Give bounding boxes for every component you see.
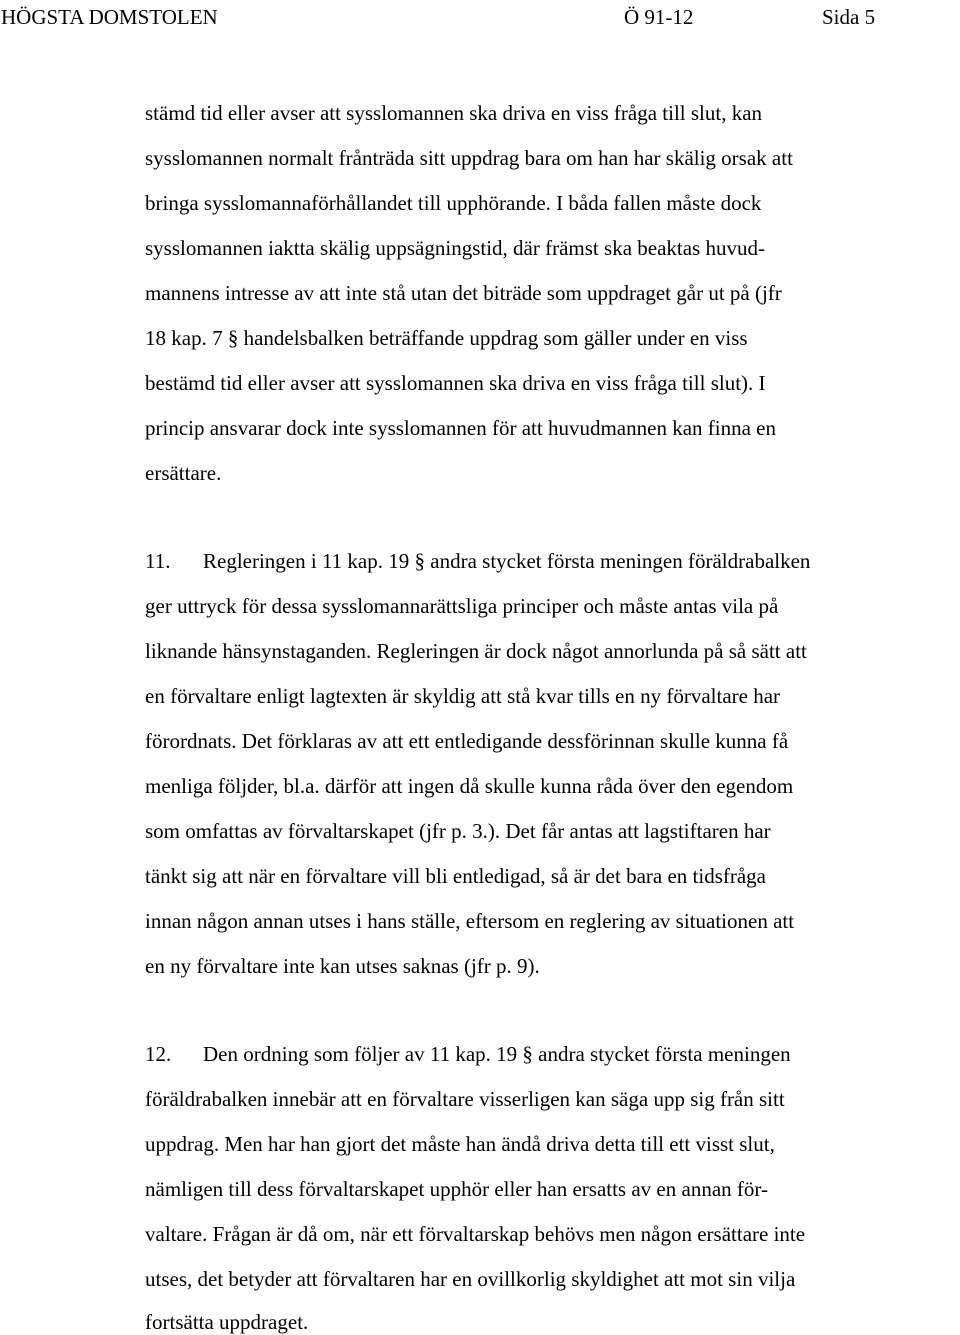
text-line: nämligen till dess förvaltarskapet upphör eller han ersatts av en annan för- [145, 1177, 768, 1201]
text-line: Regleringen i 11 kap. 19 § andra stycket första meningen föräldrabalken [203, 549, 811, 573]
text-line: stämd tid eller avser att sysslomannen ska driva en viss fråga till slut, kan [145, 101, 763, 125]
text-line: bestämd tid eller avser att sysslomannen ska driva en viss fråga till slut). I [145, 371, 766, 395]
text-line: mannens intresse av att inte stå utan det biträde som uppdraget går ut på (jfr [145, 281, 782, 305]
text-line: föräldrabalken innebär att en förvaltare visserligen kan säga upp sig från sitt [145, 1087, 785, 1111]
court-name: HÖGSTA DOMSTOLEN [1, 5, 218, 29]
text-line: Den ordning som följer av 11 kap. 19 § andra stycket första meningen [203, 1042, 791, 1066]
text-line: en ny förvaltare inte kan utses saknas (jfr p. 9). [145, 954, 540, 978]
paragraph-number: 11. [145, 549, 171, 573]
text-line: 18 kap. 7 § handelsbalken beträffande uppdrag som gäller under en viss [145, 326, 748, 350]
text-line: förordnats. Det förklaras av att ett entledigande dessförinnan skulle kunna få [145, 729, 789, 753]
text-line: bringa sysslomannaförhållandet till upphörande. I båda fallen måste dock [145, 191, 762, 215]
text-line: valtare. Frågan är då om, när ett förvaltarskap behövs men någon ersättare inte [145, 1222, 806, 1246]
case-number: Ö 91-12 [624, 5, 694, 29]
text-line: sysslomannen iaktta skälig uppsägningstid, där främst ska beaktas huvud- [145, 236, 765, 260]
text-line: ger uttryck för dessa sysslomannarättsliga principer och måste antas vila på [145, 594, 779, 618]
text-line: som omfattas av förvaltarskapet (jfr p. 3.). Det får antas att lagstiftaren har [145, 819, 771, 843]
text-line: innan någon annan utses i hans ställe, eftersom en reglering av situationen att [145, 909, 795, 933]
paragraph-number: 12. [145, 1042, 172, 1066]
text-line: sysslomannen normalt frånträda sitt uppdrag bara om han har skälig orsak att [145, 146, 793, 170]
page-header [0, 4, 960, 34]
text-line: fortsätta uppdraget. [145, 1310, 309, 1334]
text-line: menliga följder, bl.a. därför att ingen då skulle kunna råda över den egendom [145, 774, 794, 798]
text-line: utses, det betyder att förvaltaren har en ovillkorlig skyldighet att mot sin vilja [145, 1267, 796, 1291]
page-number: Sida 5 [822, 5, 876, 29]
text-line: liknande hänsynstaganden. Regleringen är dock något annorlunda på så sätt att [145, 639, 807, 663]
text-line: tänkt sig att när en förvaltare vill bli entledigad, så är det bara en tidsfråga [145, 864, 767, 888]
text-line: uppdrag. Men har han gjort det måste han ändå driva detta till ett visst slut, [145, 1132, 775, 1156]
text-line: princip ansvarar dock inte sysslomannen för att huvudmannen kan finna en [145, 416, 776, 440]
text-line: en förvaltare enligt lagtexten är skyldig att stå kvar tills en ny förvaltare har [145, 684, 781, 708]
text-line: ersättare. [145, 461, 222, 485]
